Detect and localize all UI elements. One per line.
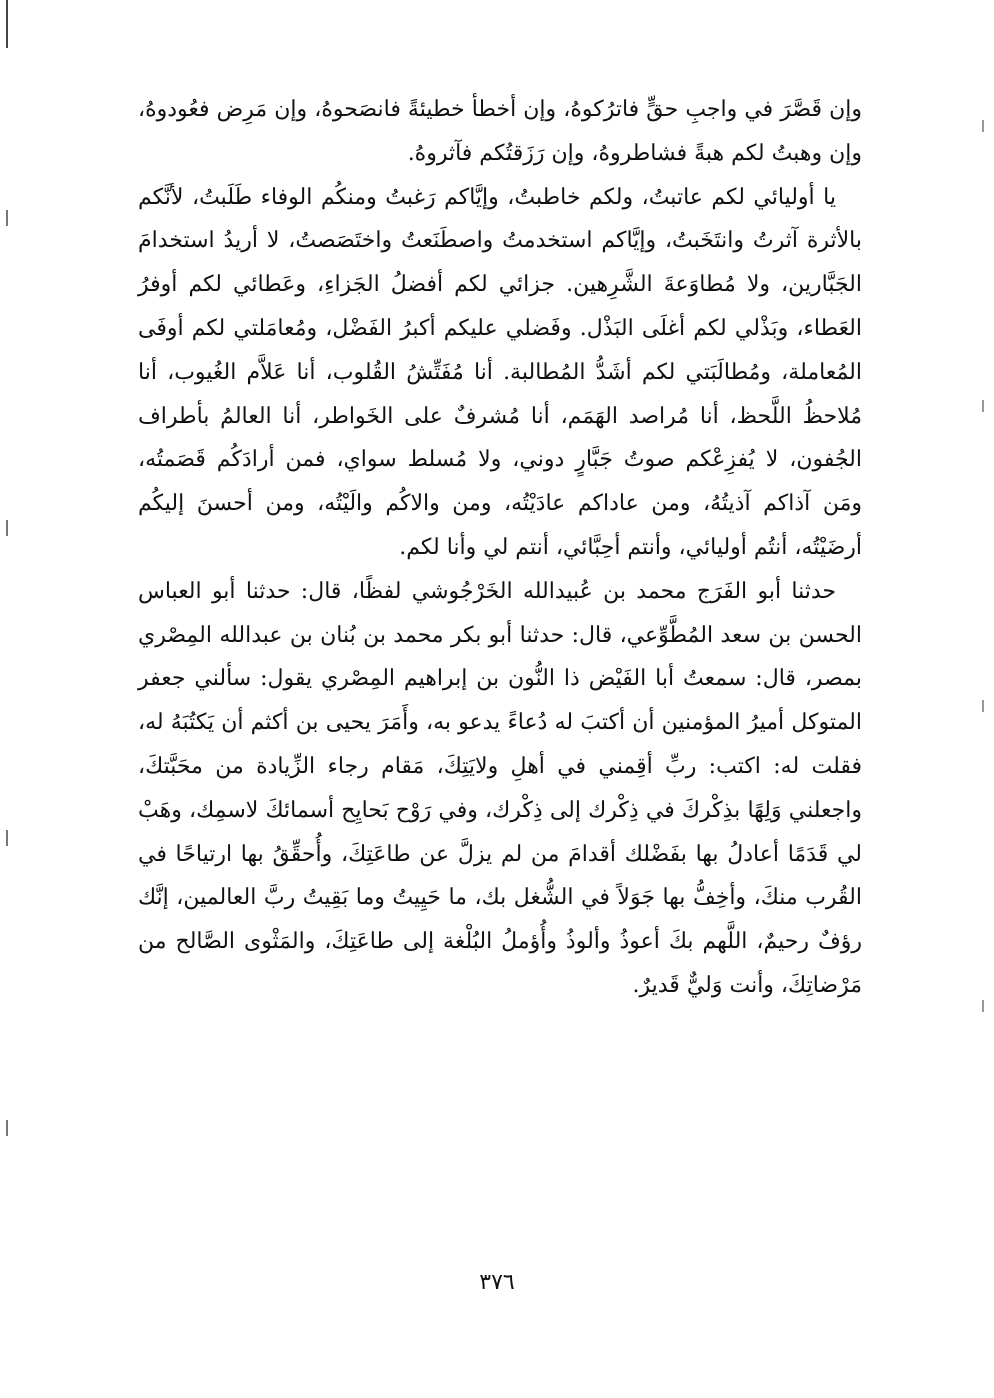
page-number: ٣٧٦	[479, 1270, 515, 1295]
scan-margin-mark	[982, 120, 984, 132]
scan-margin-mark	[982, 400, 984, 412]
scan-margin-mark	[6, 1120, 8, 1136]
scan-margin-mark	[6, 520, 8, 536]
page-body-text	[138, 88, 862, 1008]
paragraph-1: وإن قَصَّرَ في واجبِ حقٍّ فاترُكوهُ، وإن أخطأ خطيئةً فانصَحوهُ، وإن مَرِض فعُودوهُ، وإن وهبتُ لكم هبةً فشاطروهُ، وإن رَزَقتُكم فآثروهُ.	[138, 97, 862, 166]
paragraph-2: يا أوليائي لكم عاتبتُ، ولكم خاطبتُ، وإيَّاكم رَغبتُ ومنكُم الوفاء طَلَبتُ، لأنَّكم بالأثرة آثرتُ وانتَخَبتُ، وإيَّاكم استخدمتُ واصطَنَعتُ واختَصَصتُ، لا أريدُ استخدامَ الجَبَّارين، ولا مُطاوَعةَ الشَّرِهين. جزائي لكم أفضلُ الجَزاءِ، وعَطائي لكم أوفرُ العَطاء، وبَذْلي لكم أغلَى البَذْل. وفَضلي عليكم أكبرُ الفَضْل، ومُعامَلتي لكم أوفَى المُعاملة، ومُطالَبَتي لكم أشَدُّ المُطالبة. أنا مُفَتِّشُ القُلوب، أنا عَلاَّم الغُيوب، أنا مُلاحظُ اللَّحظ، أنا مُراصد الهَمَم، أنا مُشرفٌ على الخَواطر، أنا العالمُ بأطراف الجُفون، لا يُفزِعْكم صوتُ جَبَّارٍ دوني، ولا مُسلط سواي، فمن أرادَكُم قَصَمتُه، ومَن آذاكم آذيتُهُ، ومن عاداكم عادَيْتُه، ومن والاكُم والَيْتُه، ومن أحسنَ إليكُم أرضَيْتُه، أنتُم أوليائي، وأنتم أحِبَّائي، أنتم لي وأنا لكم.	[138, 184, 862, 560]
paragraph-3: حدثنا أبو الفَرَج محمد بن عُبيدالله الخَرْجُوشي لفظًا، قال: حدثنا أبو العباس الحسن بن سعد المُطَّوِّعي، قال: حدثنا أبو بكر محمد بن بُنان بن عبدالله المِصْري بمصر، قال: سمعتُ أبا الفَيْض ذا النُّون بن إبراهيم المِصْري يقول: سألني جعفر المتوكل أميرُ المؤمنين أن أكتبَ له دُعاءً يدعو به، وأَمَرَ يحيى بن أكثم أن يَكتُبَهُ له، فقلت له: اكتب: ربِّ أقِمني في أهلِ ولايَتِكَ، مَقام رجاء الزِّيادة من محَبَّتكَ، واجعلني وَلِهًا بذِكْركَ في ذِكْرك إلى ذِكْرك، وفي رَوْح بَحايِح أسمائكَ لاسمِك، وهَبْ لي قَدَمًا أعادلُ بها بفَضْلك أقدامَ من لم يزلَّ عن طاعَتِكَ، وأُحقِّقُ بها ارتياحًا في القُرب منكَ، وأخِفُّ بها جَوَلاً في الشُّغل بك، ما حَيِيتُ وما بَقِيتُ ربَّ العالمين، إنَّك رؤفٌ رحيمٌ، اللَّهم بكَ أعوذُ وألوذُ وأُؤملُ البُلْغة إلى طاعَتِكَ، والمَثْوى الصَّالح من مَرْضاتِكَ، وأنت وَليٌّ قَديرٌ.	[138, 578, 862, 998]
scan-left-edge-mark	[6, 0, 8, 48]
scan-margin-mark	[982, 1000, 984, 1012]
scan-margin-mark	[6, 830, 8, 846]
scan-margin-mark	[982, 700, 984, 712]
scan-margin-mark	[6, 210, 8, 226]
